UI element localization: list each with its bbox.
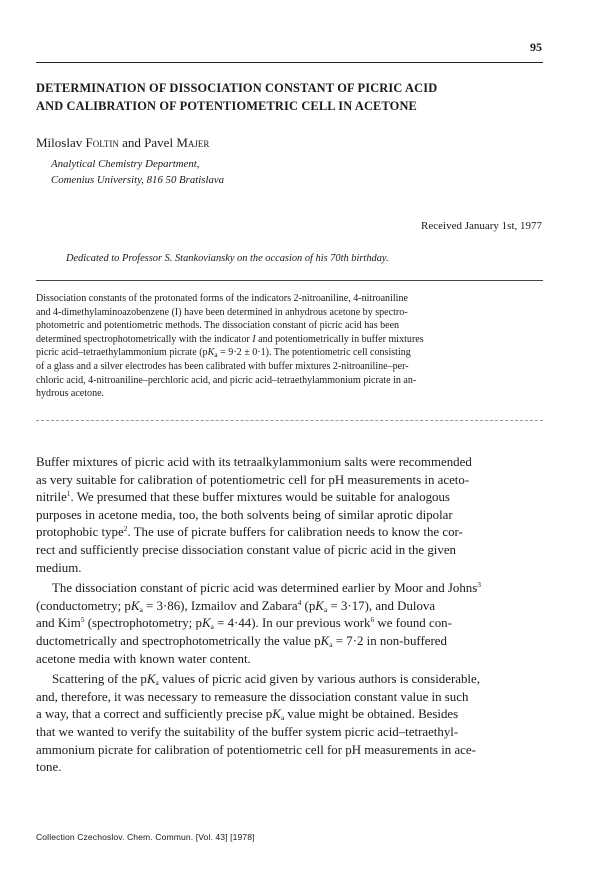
abstract-line: Dissociation constants of the protonated forms of the indicators 2-nitroaniline, 4-nitroaniline [36, 293, 408, 304]
received-date: Received January 1st, 1977 [421, 220, 542, 232]
body-line: Buffer mixtures of picric acid with its tetraalkylammonium salts were recommended [36, 455, 472, 469]
body-line: ammonium picrate for calibration of potentiometric cell for pH measurements in ace- [36, 742, 476, 757]
abstract-line: and 4-dimethylaminoazobenzene (I) have been determined in anhydrous acetone by spectro- [36, 306, 408, 318]
body-line: protophobic type$^2$. The use of picrate buffers for calibration needs to know the cor- [36, 524, 463, 540]
body-line: acetone media with known water content. [36, 651, 251, 666]
title-line-2: AND CALIBRATION OF POTENTIOMETRIC CELL IN ACETONE [36, 99, 417, 113]
author-2-family: Majer [176, 135, 210, 150]
body-line: purposes in acetone media, too, the both solvents being of similar aprotic dipolar [36, 507, 453, 522]
article-title [36, 79, 556, 115]
body-line: and Kim$^5$ (spectrophotometry; $pK_a = 4\cdot 44$). In our previous work$^6$ we found con- [36, 615, 452, 632]
body-line: nitrile$^1$. We presumed that these buffer mixtures would be suitable for analogous [36, 489, 450, 505]
body-line: tone. [36, 760, 62, 775]
abstract-line: picric acid–tetraethylammonium picrate $(pK_a = 9\cdot 2 \pm 0\cdot 1)$. The potentiometric cell consisting [36, 347, 411, 360]
journal-footer: Collection Czechoslov. Chem. Commun. [Vol. 43] [1978] [36, 832, 255, 842]
abstract-line: determined spectrophotometrically with the indicator I and potentiometrically in buffer mixtures [36, 333, 424, 345]
abstract-line: photometric and potentiometric methods. The dissociation constant of picric acid has been [36, 320, 400, 332]
affiliation-line-1: Analytical Chemistry Department, [51, 158, 200, 170]
body-line: medium. [36, 560, 82, 575]
author-list [36, 135, 209, 151]
body-line: rect and sufficiently precise dissociation constant value of picric acid in the given [36, 542, 456, 557]
abstract-top-rule [36, 280, 543, 281]
abstract [36, 292, 543, 401]
author-2-given: Pavel [144, 135, 174, 150]
body-line: Scattering of the $pK_a$ values of picric acid given by various authors is considerable, [52, 672, 480, 688]
body-line: The dissociation constant of picric acid was determined earlier by Moor and Johns$^3$ [52, 580, 482, 596]
affiliation [51, 156, 224, 188]
header-rule [36, 62, 543, 63]
body-line: as very suitable for calibration of potentiometric cell for pH measurements in aceto- [36, 472, 470, 487]
title-line-1: DETERMINATION OF DISSOCIATION CONSTANT OF PICRIC ACID [36, 81, 438, 95]
abstract-line: hydrous acetone. [36, 388, 105, 400]
indicator-symbol: I [252, 333, 256, 345]
affiliation-line-2: Comenius University, 816 50 Bratislava [51, 174, 225, 186]
author-conjunction: and [122, 135, 141, 150]
reference-3: 3 [477, 580, 482, 590]
reference-5: 5 [80, 615, 85, 625]
body-line: that we wanted to verify the suitability of the buffer system picric acid–tetraethyl- [36, 724, 459, 739]
body-line: and, therefore, it was necessary to remeasure the dissociation constant value in such [36, 689, 469, 704]
author-1-family: Foltin [85, 135, 119, 150]
dedication: Dedicated to Professor S. Stankoviansky on the occasion of his 70th birthday. [66, 253, 389, 264]
body-line: a way, that a correct and sufficiently precise $pK_a$ value might be obtained. Besides [36, 707, 459, 723]
page-number: 95 [530, 40, 542, 54]
reference-4: 4 [297, 597, 302, 607]
author-1-given: Miloslav [36, 135, 83, 150]
reference-1: 1 [66, 489, 71, 499]
reference-6: 6 [370, 615, 375, 625]
body-text [36, 454, 543, 777]
abstract-bottom-rule [36, 420, 543, 421]
body-line: (conductometry; $pK_a = 3\cdot 86$), Izmailov and Zabara$^4$ $(pK_a = 3\cdot 17)$, and Dulova [36, 597, 436, 614]
reference-2: 2 [123, 524, 128, 534]
abstract-line: of a glass and a silver electrodes has been calibrated with buffer mixtures 2-nitroaniline–per- [36, 360, 409, 372]
abstract-line: chloric acid, 4-nitroaniline–perchloric acid, and picric acid–tetraethylammonium picrate in an- [36, 374, 417, 386]
body-line: ductometrically and spectrophotometrically the value $pK_a = 7\cdot 2$ in non-buffered [36, 633, 447, 649]
